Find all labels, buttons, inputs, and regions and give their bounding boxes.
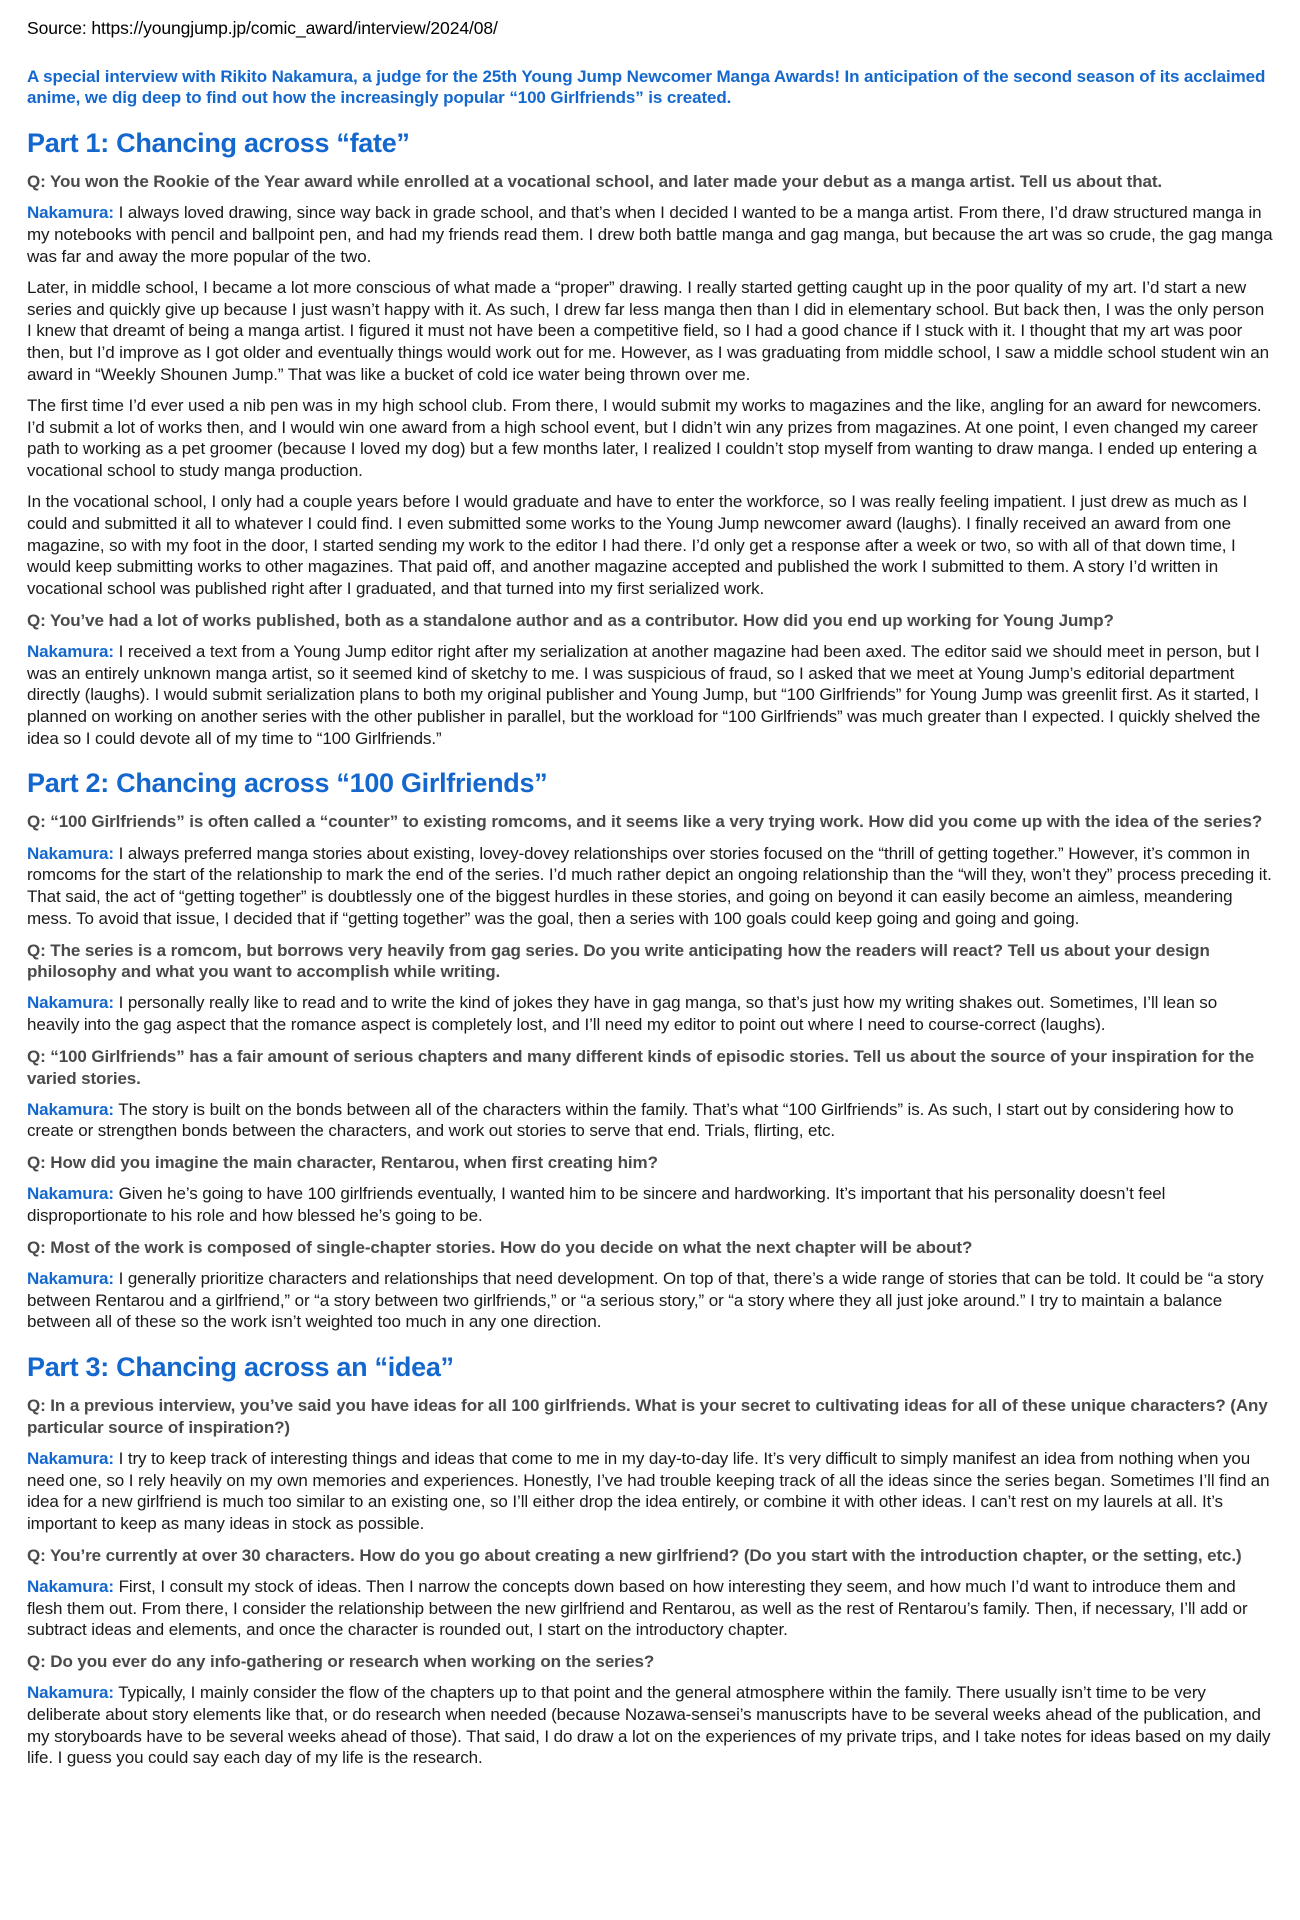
question-text: Q: You’ve had a lot of works published, both as a standalone author and as a contributor. How did you end up working for Young Jump? [27, 610, 1114, 630]
speaker-label: Nakamura: [27, 1268, 114, 1288]
speaker-label: Nakamura: [27, 203, 114, 223]
source-line: Source: https://youngjump.jp/comic_award/interview/2024/08/ [27, 18, 498, 38]
answer-paragraph: Nakamura: I personally really like to read and to write the kind of jokes they have in gag manga, so that’s just how my writing shakes out. Sometimes, I’ll lean so heavily into the gag aspect that the romance aspect is completely lost, and I’ll need my editor to point out where I need to course-correct (laughs). [27, 993, 1218, 1035]
interview-content [27, 127, 1273, 1769]
answer-paragraph: Nakamura: Typically, I mainly consider the flow of the chapters up to that point and the general atmosphere within the family. There usually isn’t time to be very deliberate about story elements like that, or do research when needed (because Nozawa-sensei’s manuscripts have to be several weeks ahead of the publication, and my storyboards have to be several weeks ahead of those). That said, I do draw a lot on the experiences of my private trips, and I take notes for ideas based on my daily life. I guess you could say each day of my life is the research. [27, 1683, 1271, 1768]
question-text: Q: You’re currently at over 30 characters. How do you go about creating a new girlfriend? (Do you start with the introduction chapter, or the setting, etc.) [27, 1545, 1242, 1565]
answer-paragraph: Nakamura: I always loved drawing, since way back in grade school, and that’s when I decided I wanted to be a manga artist. From there, I’d draw structured manga in my notebooks with pencil and ballpoint pen, and had my friends read them. I drew both battle manga and gag manga, but because the art was so crude, the gag manga was far and away the more popular of the two. [27, 203, 1273, 266]
answer-paragraph: In the vocational school, I only had a couple years before I would graduate and have to enter the workforce, so I was really feeling impatient. I just drew as much as I could and submitted it all to whatever I could find. I even submitted some works to the Young Jump newcomer award (laughs). I finally received an award from one magazine, so with my foot in the door, I started sending my work to the editor I had there. I’d only get a response after a week or two, so with all of that down time, I would keep submitting works to other magazines. That paid off, and another magazine accepted and published the work I submitted to them. A story I’d written in vocational school was published right after I graduated, and that turned into my first serialized work. [27, 492, 1248, 599]
speaker-label: Nakamura: [27, 1099, 114, 1119]
intro-paragraph: A special interview with Rikito Nakamura, a judge for the 25th Young Jump Newcomer Manga Awards! In anticipation of the second season of its acclaimed anime, we dig deep to find out how the increasingly popular “100 Girlfriends” is created. [27, 66, 1266, 108]
speaker-label: Nakamura: [27, 1448, 114, 1468]
speaker-label: Nakamura: [27, 1184, 114, 1204]
question-text: Q: How did you imagine the main character, Rentarou, when first creating him? [27, 1153, 658, 1173]
section-heading: Part 1: Chancing across “fate” [27, 128, 410, 159]
answer-paragraph: The first time I’d ever used a nib pen was in my high school club. From there, I would submit my works to magazines and the like, angling for an award for newcomers. I’d submit a lot of works then, and I would win one award from a high school event, but I didn’t win any prizes from magazines. At one point, I even changed my career path to working as a pet groomer (because I loved my dog) but a few months later, I realized I couldn’t stop myself from wanting to draw manga. I ended up entering a vocational school to study manga production. [27, 395, 1262, 481]
question-text: Q: The series is a romcom, but borrows very heavily from gag series. Do you write anticipating how the readers will react? Tell us about your design philosophy and what you want to accomplish while writing. [27, 940, 1210, 982]
page-header [27, 18, 1273, 109]
speaker-label: Nakamura: [27, 843, 114, 863]
section-heading: Part 3: Chancing across an “idea” [27, 1352, 454, 1383]
question-text: Q: You won the Rookie of the Year award while enrolled at a vocational school, and later made your debut as a manga artist. Tell us about that. [27, 172, 1163, 192]
answer-paragraph: Nakamura: I generally prioritize characters and relationships that need development. On top of that, there’s a wide range of stories that can be told. It could be “a story between Rentarou and a girlfriend,” or “a story between two girlfriends,” or “a serious story,” or “a story where they all just joke around.” I try to maintain a balance between all of these so the work isn’t weighted too much in any one direction. [27, 1268, 1264, 1332]
question-text: Q: “100 Girlfriends” is often called a “counter” to existing romcoms, and it seems like a very trying work. How did you come up with the idea of the series? [27, 812, 1263, 832]
answer-paragraph: Nakamura: I always preferred manga stories about existing, lovey-dovey relationships over stories focused on the “thrill of getting together.” However, it’s common in romcoms for the start of the relationship to mark the end of the series. I’d much rather depict an ongoing relationship than the “will they, won’t they” process preceding it. That said, the act of “getting together” is doubtlessly one of the biggest hurdles in these stories, and going on beyond it can easily become an aimless, meandering mess. To avoid that issue, I decided that if “getting together” was the goal, then a series with 100 goals could keep going and going and going. [27, 843, 1272, 928]
question-text: Q: Most of the work is composed of single-chapter stories. How do you decide on what the next chapter will be about? [27, 1237, 973, 1257]
question-text: Q: In a previous interview, you’ve said you have ideas for all 100 girlfriends. What is your secret to cultivating ideas for all of these unique characters? (Any particular source of inspiration?) [27, 1396, 1268, 1437]
answer-paragraph: Nakamura: I received a text from a Young Jump editor right after my serialization at another magazine had been axed. The editor said we should meet in person, but I was an entirely unknown manga artist, so it seemed kind of sketchy to me. I was suspicious of fraud, so I asked that we meet at Young Jump’s editorial department directly (laughs). I would submit serialization plans to both my original publisher and Young Jump, but “100 Girlfriends” for Young Jump was greenlit first. As it started, I planned on working on another series with the other publisher in parallel, but the workload for “100 Girlfriends” was much greater than I expected. I quickly shelved the idea so I could devote all of my time to “100 Girlfriends.” [27, 641, 1261, 748]
answer-paragraph: Nakamura: The story is built on the bonds between all of the characters within the family. That’s what “100 Girlfriends” is. As such, I start out by considering how to create or strengthen bonds between the characters, and work out stories to serve that end. Trials, flirting, etc. [27, 1099, 1234, 1141]
speaker-label: Nakamura: [27, 1576, 114, 1596]
speaker-label: Nakamura: [27, 641, 114, 661]
answer-paragraph: Nakamura: First, I consult my stock of ideas. Then I narrow the concepts down based on how interesting they seem, and how much I’d want to introduce them and flesh them out. From there, I consider the relationship between the new girlfriend and Rentarou, as well as the rest of Rentarou’s family. Then, if necessary, I’ll add or subtract ideas and elements, and once the character is rounded out, I start on the introductory chapter. [27, 1576, 1248, 1640]
question-text: Q: “100 Girlfriends” has a fair amount of serious chapters and many different kinds of episodic stories. Tell us about the source of your inspiration for the varied stories. [27, 1046, 1255, 1088]
speaker-label: Nakamura: [27, 993, 114, 1013]
answer-paragraph: Later, in middle school, I became a lot more conscious of what made a “proper” drawing. I really started getting caught up in the poor quality of my art. I’d start a new series and quickly give up because I just wasn’t happy with it. As such, I drew far less manga then than I did in elementary school. But back then, I was the only person I knew that dreamt of being a manga artist. I figured it must not have been a competitive field, so I had a good chance if I stuck with it. I thought that my art was poor then, but I’d improve as I got older and eventually things would work out for me. However, as I was graduating from middle school, I saw a middle school student win an award in “Weekly Shounen Jump.” That was like a bucket of cold ice water being thrown over me. [27, 277, 1269, 384]
section-heading: Part 2: Chancing across “100 Girlfriends” [27, 768, 548, 799]
speaker-label: Nakamura: [27, 1683, 114, 1703]
answer-paragraph: Nakamura: Given he’s going to have 100 girlfriends eventually, I wanted him to be sincere and hardworking. It’s important that his personality doesn’t feel disproportionate to his role and how blessed he’s going to be. [27, 1184, 1166, 1226]
answer-paragraph: Nakamura: I try to keep track of interesting things and ideas that come to me in my day-to-day life. It’s very difficult to simply manifest an idea from nothing when you need one, so I rely heavily on my own memories and experiences. Honestly, I’ve had trouble keeping track of all the ideas since the series began. Sometimes I’ll find an idea for a new girlfriend is much too similar to an existing one, so I’ll either drop the idea entirely, or combine it with other ideas. I can’t rest on my laurels at all. It’s important to keep as many ideas in stock as possible. [27, 1448, 1270, 1534]
question-text: Q: Do you ever do any info-gathering or research when working on the series? [27, 1652, 655, 1672]
